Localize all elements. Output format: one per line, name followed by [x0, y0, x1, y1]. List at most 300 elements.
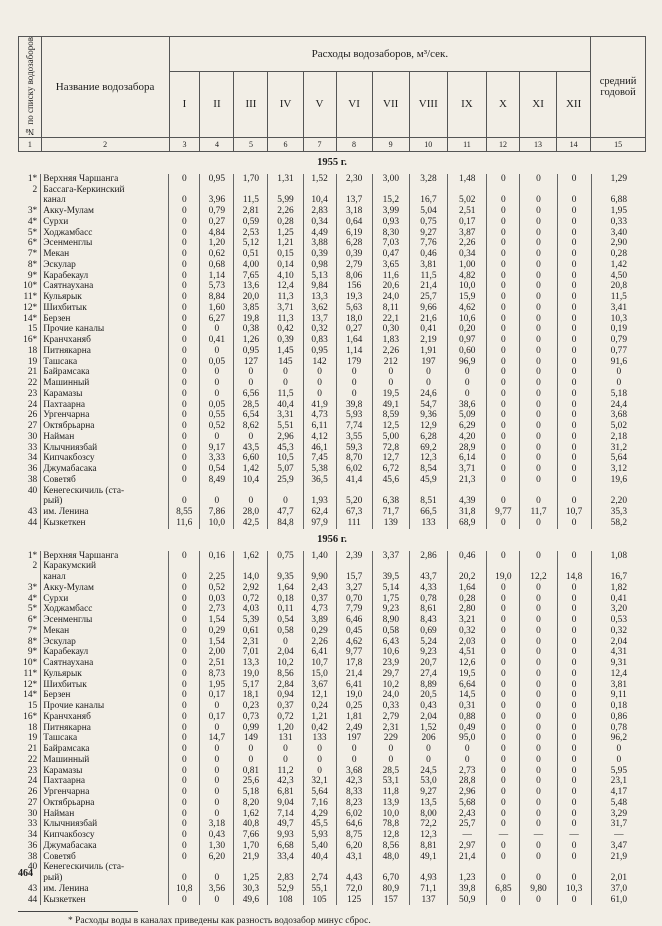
monthly-discharge-cell: 0,70 — [336, 594, 372, 605]
row-number: 24 — [18, 776, 41, 787]
row-number: 23 — [18, 766, 41, 777]
monthly-discharge-cell: 0 — [557, 453, 591, 464]
table-row — [18, 443, 646, 454]
monthly-discharge-cell: 0 — [169, 443, 200, 454]
data-table — [18, 551, 646, 906]
monthly-discharge-cell: 0,43 — [409, 701, 447, 712]
monthly-discharge-cell: 1,70 — [234, 174, 268, 185]
row-number: 43 — [18, 884, 41, 895]
monthly-discharge-cell: 0 — [520, 669, 557, 680]
monthly-discharge-cell: 0,39 — [303, 249, 336, 260]
row-number: 22 — [18, 378, 41, 389]
monthly-discharge-cell: 41,9 — [303, 400, 336, 411]
monthly-discharge-cell: 4,03 — [234, 604, 268, 615]
monthly-discharge-cell: 23,9 — [372, 658, 409, 669]
monthly-discharge-cell: 0 — [487, 637, 520, 648]
table-row — [18, 615, 646, 626]
monthly-discharge-cell: 1,14 — [200, 271, 234, 282]
intake-name: Эсенменглы — [41, 238, 169, 249]
monthly-discharge-cell: 2,31 — [234, 637, 268, 648]
monthly-discharge-cell: 0 — [487, 292, 520, 303]
monthly-discharge-cell: 12,4 — [268, 281, 303, 292]
monthly-discharge-cell: 1,45 — [268, 346, 303, 357]
monthly-discharge-cell: 0,41 — [409, 324, 447, 335]
monthly-discharge-cell: 0 — [487, 819, 520, 830]
monthly-discharge-cell — [336, 486, 372, 497]
monthly-discharge-cell: 0 — [200, 787, 234, 798]
annual-average-cell: 19,6 — [610, 474, 628, 485]
monthly-discharge-cell: 0 — [557, 690, 591, 701]
monthly-discharge-cell: 0,69 — [409, 626, 447, 637]
monthly-discharge-cell: 1,30 — [200, 841, 234, 852]
monthly-discharge-cell: 19,3 — [336, 292, 372, 303]
annual-average-cell: 5,48 — [610, 797, 628, 808]
monthly-discharge-cell: 9,27 — [409, 228, 447, 239]
monthly-discharge-cell: 0,29 — [303, 626, 336, 637]
monthly-discharge-cell: 0,27 — [200, 217, 234, 228]
monthly-discharge-cell: 4,62 — [448, 303, 487, 314]
monthly-discharge-cell: 49,1 — [372, 400, 409, 411]
intake-name: Шихбитык — [41, 303, 169, 314]
intake-name: Пахтаарна — [41, 400, 169, 411]
monthly-discharge-cell: 0 — [520, 249, 557, 260]
monthly-discharge-cell: 131 — [268, 733, 303, 744]
monthly-discharge-cell: 0 — [557, 809, 591, 820]
monthly-discharge-cell: 1,64 — [268, 583, 303, 594]
monthly-discharge-cell: 0,41 — [200, 335, 234, 346]
table-row — [18, 518, 646, 529]
monthly-discharge-cell: 0 — [487, 281, 520, 292]
monthly-discharge-cell: 12,6 — [448, 658, 487, 669]
monthly-discharge-cell: 1,64 — [336, 335, 372, 346]
monthly-discharge-cell — [234, 486, 268, 497]
monthly-discharge-cell: 4,20 — [448, 432, 487, 443]
monthly-discharge-cell: 0 — [169, 755, 200, 766]
column-number: 12 — [487, 137, 520, 151]
table-row — [18, 744, 646, 755]
annual-average-cell: 0 — [616, 367, 622, 378]
monthly-discharge-cell: 125 — [336, 895, 372, 906]
year-heading: 1956 г. — [317, 533, 347, 545]
monthly-discharge-cell: 0 — [169, 195, 200, 206]
monthly-discharge-cell: 96,9 — [448, 357, 487, 368]
monthly-discharge-cell: 0,11 — [268, 604, 303, 615]
monthly-discharge-cell: 0 — [200, 798, 234, 809]
monthly-discharge-cell: 0 — [487, 432, 520, 443]
row-number: 19 — [18, 357, 41, 368]
monthly-discharge-cell: 0 — [520, 314, 557, 325]
monthly-discharge-cell — [487, 561, 520, 572]
table-row — [18, 862, 646, 873]
monthly-discharge-cell: 3,99 — [372, 206, 409, 217]
monthly-discharge-cell: 0 — [557, 367, 591, 378]
annual-average-cell: 4,17 — [610, 787, 628, 798]
monthly-discharge-cell: 6,28 — [336, 238, 372, 249]
intake-name: Кульярык — [41, 292, 169, 303]
monthly-discharge-cell: 48,0 — [372, 852, 409, 863]
row-number: 27 — [18, 798, 41, 809]
intake-name: Советяб — [41, 475, 169, 486]
monthly-discharge-cell: 0 — [169, 776, 200, 787]
annual-average-cell: 3,68 — [610, 410, 628, 421]
monthly-discharge-cell: 3,27 — [336, 583, 372, 594]
monthly-discharge-cell: 0 — [520, 174, 557, 185]
monthly-discharge-cell: 0 — [487, 518, 520, 529]
monthly-discharge-cell: 0 — [487, 271, 520, 282]
monthly-discharge-cell: 7,79 — [336, 604, 372, 615]
monthly-discharge-cell — [520, 185, 557, 196]
monthly-discharge-cell: 8,73 — [200, 669, 234, 680]
monthly-discharge-cell: 0 — [520, 335, 557, 346]
table-row — [18, 195, 646, 206]
monthly-discharge-cell: 11,5 — [409, 271, 447, 282]
monthly-discharge-cell — [303, 185, 336, 196]
monthly-discharge-cell: 0,93 — [372, 217, 409, 228]
row-number: 33 — [18, 819, 41, 830]
table-row — [18, 281, 646, 292]
monthly-discharge-cell: 10,8 — [169, 884, 200, 895]
intake-name: Эскулар — [41, 637, 169, 648]
table-row — [18, 475, 646, 486]
monthly-discharge-cell: 0 — [520, 195, 557, 206]
monthly-discharge-cell: 4,39 — [448, 496, 487, 507]
column-number: 2 — [41, 137, 169, 151]
monthly-discharge-cell — [487, 185, 520, 196]
row-number: 26 — [18, 787, 41, 798]
monthly-discharge-cell: 0 — [234, 432, 268, 443]
monthly-discharge-cell: 0 — [234, 496, 268, 507]
monthly-discharge-cell: 149 — [234, 733, 268, 744]
monthly-discharge-cell — [520, 486, 557, 497]
annual-average-cell — [591, 185, 646, 196]
monthly-discharge-cell: 5,14 — [372, 583, 409, 594]
monthly-discharge-cell: 6,60 — [234, 453, 268, 464]
monthly-discharge-cell: 59,3 — [336, 443, 372, 454]
monthly-discharge-cell: 0 — [169, 572, 200, 583]
monthly-discharge-cell: 0 — [487, 496, 520, 507]
monthly-discharge-cell: 0 — [372, 744, 409, 755]
table-row — [18, 690, 646, 701]
annual-average-cell: 6,88 — [610, 195, 628, 206]
monthly-discharge-cell: 6,85 — [487, 884, 520, 895]
monthly-discharge-cell: 0 — [520, 647, 557, 658]
monthly-discharge-cell: 0 — [487, 260, 520, 271]
monthly-discharge-cell: 28,5 — [372, 766, 409, 777]
monthly-discharge-cell: 5,51 — [268, 421, 303, 432]
monthly-discharge-cell: 0 — [520, 281, 557, 292]
intake-name: Каракумский — [41, 561, 169, 572]
monthly-discharge-cell — [336, 862, 372, 873]
monthly-discharge-cell: 10,4 — [303, 195, 336, 206]
header-name-column: Название водозабора — [41, 37, 169, 138]
monthly-discharge-cell: 8,81 — [409, 841, 447, 852]
intake-name: Кызкеткен — [41, 895, 169, 906]
intake-name: Кенегескичиль (ста- — [41, 862, 169, 873]
monthly-discharge-cell: 3,18 — [336, 206, 372, 217]
intake-name: Октябрьарна — [41, 798, 169, 809]
monthly-discharge-cell: 2,81 — [234, 206, 268, 217]
monthly-discharge-cell: 3,18 — [200, 819, 234, 830]
monthly-discharge-cell: 2,73 — [200, 604, 234, 615]
table-row — [18, 378, 646, 389]
monthly-discharge-cell: 0 — [520, 701, 557, 712]
monthly-discharge-cell: 0 — [520, 819, 557, 830]
monthly-discharge-cell: 0,31 — [448, 701, 487, 712]
monthly-discharge-cell: 2,30 — [336, 174, 372, 185]
row-number: 16* — [18, 335, 41, 346]
monthly-discharge-cell: 5,93 — [336, 410, 372, 421]
monthly-discharge-cell: 25,7 — [409, 292, 447, 303]
table-row — [18, 217, 646, 228]
annual-average-cell: 3,40 — [610, 227, 628, 238]
monthly-discharge-cell: 8,59 — [372, 410, 409, 421]
intake-name: Акку-Мулам — [41, 206, 169, 217]
monthly-discharge-cell: 6,20 — [336, 841, 372, 852]
table-row — [18, 400, 646, 411]
data-table — [18, 174, 646, 529]
monthly-discharge-cell: 0 — [169, 626, 200, 637]
annual-average-cell: 2,18 — [610, 431, 628, 442]
monthly-discharge-cell: 32,1 — [303, 776, 336, 787]
row-number: 11* — [18, 292, 41, 303]
table-row — [18, 206, 646, 217]
monthly-discharge-cell: 6,14 — [448, 453, 487, 464]
monthly-discharge-cell — [303, 561, 336, 572]
monthly-discharge-cell: 43,5 — [234, 443, 268, 454]
row-number: 44 — [18, 895, 41, 906]
intake-name: Питнякарна — [41, 723, 169, 734]
monthly-discharge-cell: 0 — [487, 594, 520, 605]
monthly-discharge-cell: 0 — [303, 367, 336, 378]
monthly-discharge-cell: 0 — [557, 733, 591, 744]
monthly-discharge-cell: 0 — [303, 755, 336, 766]
monthly-discharge-cell: 13,6 — [234, 281, 268, 292]
monthly-discharge-cell: 0,05 — [200, 400, 234, 411]
table-row — [18, 496, 646, 507]
monthly-discharge-cell: 0 — [520, 475, 557, 486]
annual-average-cell: 0,32 — [610, 625, 628, 636]
annual-average-cell: 0,19 — [610, 324, 628, 335]
table-row — [18, 249, 646, 260]
monthly-discharge-cell: 0 — [557, 583, 591, 594]
monthly-discharge-cell: 0 — [520, 496, 557, 507]
monthly-discharge-cell: 53,0 — [409, 776, 447, 787]
row-number: 10* — [18, 658, 41, 669]
intake-name: Кенегескичиль (ста- — [41, 486, 169, 497]
monthly-discharge-cell: 1,54 — [200, 615, 234, 626]
monthly-discharge-cell: 45,6 — [372, 475, 409, 486]
row-number: 7* — [18, 626, 41, 637]
annual-average-cell: 23,1 — [610, 776, 628, 787]
row-number: 10* — [18, 281, 41, 292]
monthly-discharge-cell: 71,1 — [409, 884, 447, 895]
monthly-discharge-cell: 3,31 — [268, 410, 303, 421]
monthly-discharge-cell: 21,6 — [409, 314, 447, 325]
monthly-discharge-cell: 0,47 — [372, 249, 409, 260]
monthly-discharge-cell: 25,6 — [234, 776, 268, 787]
annual-average-cell: 35,3 — [610, 507, 628, 518]
monthly-discharge-cell: 0 — [557, 432, 591, 443]
row-number: 16* — [18, 712, 41, 723]
monthly-discharge-cell: 0 — [487, 626, 520, 637]
monthly-discharge-cell: 11,6 — [169, 518, 200, 529]
column-number: 3 — [169, 137, 200, 151]
monthly-discharge-cell — [234, 561, 268, 572]
monthly-discharge-cell: 1,25 — [268, 228, 303, 239]
monthly-discharge-cell: 0 — [487, 798, 520, 809]
row-number: 18 — [18, 723, 41, 734]
row-number: 3* — [18, 583, 41, 594]
monthly-discharge-cell: 3,85 — [234, 303, 268, 314]
monthly-discharge-cell: 3,96 — [200, 195, 234, 206]
monthly-discharge-cell: 0 — [487, 712, 520, 723]
annual-average-cell: 91,6 — [610, 356, 628, 367]
monthly-discharge-cell: 6,46 — [336, 615, 372, 626]
monthly-discharge-cell: 2,79 — [336, 260, 372, 271]
monthly-discharge-cell — [487, 862, 520, 873]
monthly-discharge-cell: 0 — [169, 238, 200, 249]
monthly-discharge-cell: 8,70 — [336, 453, 372, 464]
monthly-discharge-cell: 0 — [487, 174, 520, 185]
monthly-discharge-cell: 0 — [520, 400, 557, 411]
intake-name: рый) — [41, 496, 169, 507]
monthly-discharge-cell: 0 — [487, 690, 520, 701]
table-row — [18, 238, 646, 249]
monthly-discharge-cell: 0 — [487, 410, 520, 421]
monthly-discharge-cell: 0 — [200, 895, 234, 906]
intake-name: Эсенменглы — [41, 615, 169, 626]
monthly-discharge-cell: 1,81 — [336, 712, 372, 723]
table-row — [18, 884, 646, 895]
annual-average-cell: 0,78 — [610, 722, 628, 733]
monthly-discharge-cell — [200, 862, 234, 873]
monthly-discharge-cell: 0 — [169, 680, 200, 691]
monthly-discharge-cell — [409, 185, 447, 196]
table-row — [18, 873, 646, 884]
monthly-discharge-cell: 0 — [557, 776, 591, 787]
monthly-discharge-cell: 36,5 — [303, 475, 336, 486]
monthly-discharge-cell: 2,80 — [448, 604, 487, 615]
monthly-discharge-cell: 145 — [268, 357, 303, 368]
monthly-discharge-cell: 4,29 — [303, 809, 336, 820]
intake-name: Берзен — [41, 690, 169, 701]
monthly-discharge-cell: 157 — [372, 895, 409, 906]
monthly-discharge-cell: 71,7 — [372, 507, 409, 518]
table-row — [18, 260, 646, 271]
monthly-discharge-cell: 10,0 — [200, 518, 234, 529]
monthly-discharge-cell — [234, 185, 268, 196]
monthly-discharge-cell: 5,40 — [303, 841, 336, 852]
monthly-discharge-cell: 0 — [487, 195, 520, 206]
monthly-discharge-cell: 6,20 — [200, 852, 234, 863]
monthly-discharge-cell: 0 — [520, 518, 557, 529]
monthly-discharge-cell: 3,68 — [336, 766, 372, 777]
monthly-discharge-cell: 0 — [372, 755, 409, 766]
monthly-discharge-cell: 0 — [520, 303, 557, 314]
monthly-discharge-cell: 20,6 — [372, 281, 409, 292]
monthly-discharge-cell — [169, 486, 200, 497]
monthly-discharge-cell: 50,9 — [448, 895, 487, 906]
monthly-discharge-cell: 0,75 — [268, 551, 303, 562]
row-number: 8* — [18, 260, 41, 271]
monthly-discharge-cell: 0 — [520, 271, 557, 282]
monthly-discharge-cell: 197 — [409, 357, 447, 368]
monthly-discharge-cell: 0 — [557, 314, 591, 325]
monthly-discharge-cell: 0,20 — [448, 324, 487, 335]
column-number: 1 — [19, 137, 42, 151]
header-group-title: Расходы водозаборов, м³/сек. — [169, 37, 591, 72]
monthly-discharge-cell: 7,14 — [268, 809, 303, 820]
row-number: 7* — [18, 249, 41, 260]
monthly-discharge-cell: 0 — [520, 421, 557, 432]
row-number: 4* — [18, 217, 41, 228]
monthly-discharge-cell: 0 — [448, 389, 487, 400]
intake-name: Карамазы — [41, 766, 169, 777]
monthly-discharge-cell: 0,98 — [303, 260, 336, 271]
row-number: 30 — [18, 432, 41, 443]
monthly-discharge-cell: — — [448, 830, 487, 841]
monthly-discharge-cell: 0 — [557, 723, 591, 734]
monthly-discharge-cell: 8,33 — [336, 787, 372, 798]
monthly-discharge-cell: 0,73 — [234, 712, 268, 723]
monthly-discharge-cell: 8,00 — [409, 809, 447, 820]
monthly-discharge-cell: 0 — [487, 249, 520, 260]
monthly-discharge-cell: 8,30 — [372, 228, 409, 239]
annual-average-cell: 1,82 — [610, 582, 628, 593]
monthly-discharge-cell: 11,5 — [234, 195, 268, 206]
monthly-discharge-cell: 0 — [448, 744, 487, 755]
intake-name: Мекан — [41, 626, 169, 637]
monthly-discharge-cell: 0 — [336, 755, 372, 766]
row-number — [18, 195, 41, 206]
intake-name: Питнякарна — [41, 346, 169, 357]
monthly-discharge-cell: 19,5 — [448, 669, 487, 680]
monthly-discharge-cell — [520, 862, 557, 873]
monthly-discharge-cell: 179 — [336, 357, 372, 368]
monthly-discharge-cell: 3,89 — [303, 615, 336, 626]
monthly-discharge-cell: 1,25 — [234, 873, 268, 884]
monthly-discharge-cell: 62,4 — [303, 507, 336, 518]
intake-name: рый) — [41, 873, 169, 884]
monthly-discharge-cell: 0 — [169, 432, 200, 443]
monthly-discharge-cell: 9,27 — [409, 787, 447, 798]
annual-average-cell: 58,2 — [610, 517, 628, 528]
monthly-discharge-cell: 16,7 — [409, 195, 447, 206]
monthly-discharge-cell: 0 — [487, 733, 520, 744]
monthly-discharge-cell: 1,20 — [268, 723, 303, 734]
monthly-discharge-cell — [200, 486, 234, 497]
monthly-discharge-cell — [169, 561, 200, 572]
row-number: 15 — [18, 324, 41, 335]
table-row — [18, 766, 646, 777]
monthly-discharge-cell: 1,23 — [448, 873, 487, 884]
monthly-discharge-cell: 11,2 — [268, 766, 303, 777]
row-number: 11* — [18, 669, 41, 680]
table-row — [18, 594, 646, 605]
monthly-discharge-cell: 1,64 — [448, 583, 487, 594]
table-row — [18, 507, 646, 518]
monthly-discharge-cell: 1,83 — [372, 335, 409, 346]
monthly-discharge-cell — [303, 486, 336, 497]
table-row — [18, 723, 646, 734]
intake-name: Кызкеткен — [41, 518, 169, 529]
monthly-discharge-cell: 0 — [169, 873, 200, 884]
monthly-discharge-cell: 0 — [487, 551, 520, 562]
monthly-discharge-cell: 6,43 — [372, 637, 409, 648]
monthly-discharge-cell: 0 — [557, 669, 591, 680]
monthly-discharge-cell: 0 — [520, 626, 557, 637]
monthly-discharge-cell: 0 — [169, 292, 200, 303]
